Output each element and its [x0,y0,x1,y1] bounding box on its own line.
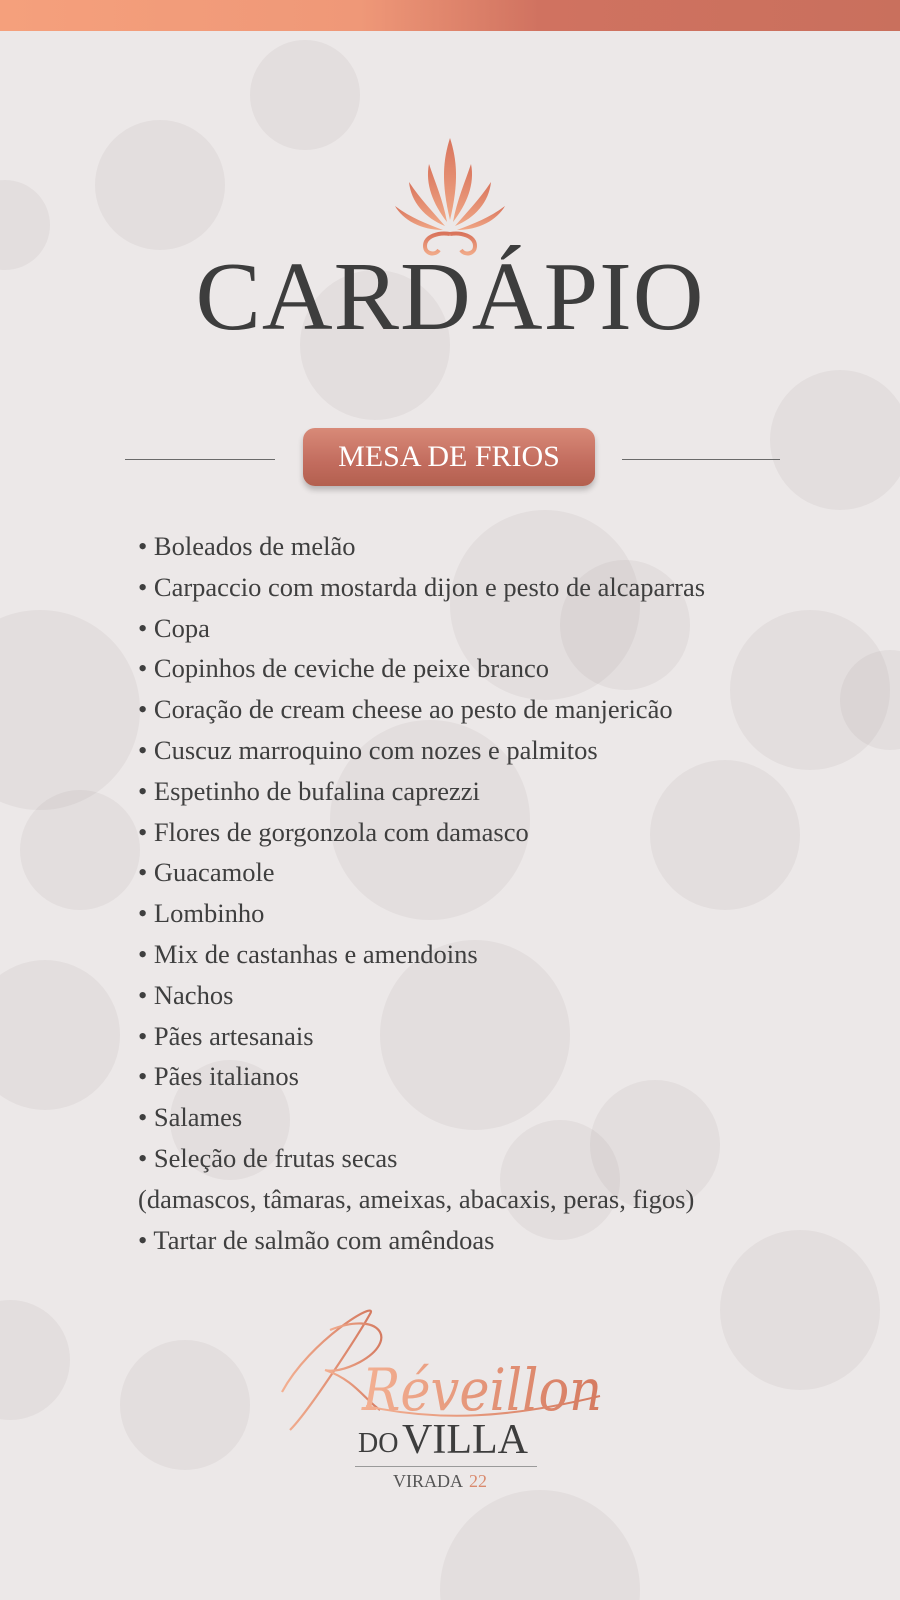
section-badge: MESA DE FRIOS [303,428,595,486]
logo-virada-text: VIRADA [393,1471,463,1491]
menu-item: • Nachos [138,979,234,1010]
divider-left [125,459,275,460]
menu-list [138,526,878,1260]
logo-do-text: DO [358,1428,399,1459]
menu-item: • Flores de gorgonzola com damasco [138,816,529,847]
menu-item: • Mix de castanhas e amendoins [138,938,478,969]
leaf-ornament-icon [395,138,505,260]
menu-item-note: (damascos, tâmaras, ameixas, abacaxis, peras, figos) [138,1183,695,1214]
menu-item: • Seleção de frutas secas [138,1142,398,1173]
menu-item: • Coração de cream cheese ao pesto de manjericão [138,694,673,725]
menu-item: • Lombinho [138,898,265,929]
logo-year-text: 22 [469,1471,487,1491]
page-title: CARDÁPIO [195,243,705,351]
top-accent-bar [0,0,900,31]
menu-item: • Copa [138,612,210,643]
menu-item: • Carpaccio com mostarda dijon e pesto de alcaparras [138,571,706,602]
menu-item: • Cuscuz marroquino com nozes e palmitos [138,734,598,765]
menu-item: • Copinhos de ceviche de peixe branco [138,653,550,684]
menu-item: • Guacamole [138,857,275,888]
logo-divider [355,1466,537,1467]
menu-item: • Boleados de melão [138,531,356,561]
menu-item: • Salames [138,1102,243,1133]
menu-item: • Pães artesanais [138,1020,314,1051]
menu-item: • Tartar de salmão com amêndoas [138,1224,495,1255]
menu-item: • Espetinho de bufalina caprezzi [138,775,480,806]
logo-script-text: Réveillon [361,1356,602,1424]
menu-item: • Pães italianos [138,1061,299,1092]
divider-right [622,459,780,460]
logo-villa-text: VILLA [402,1417,528,1463]
